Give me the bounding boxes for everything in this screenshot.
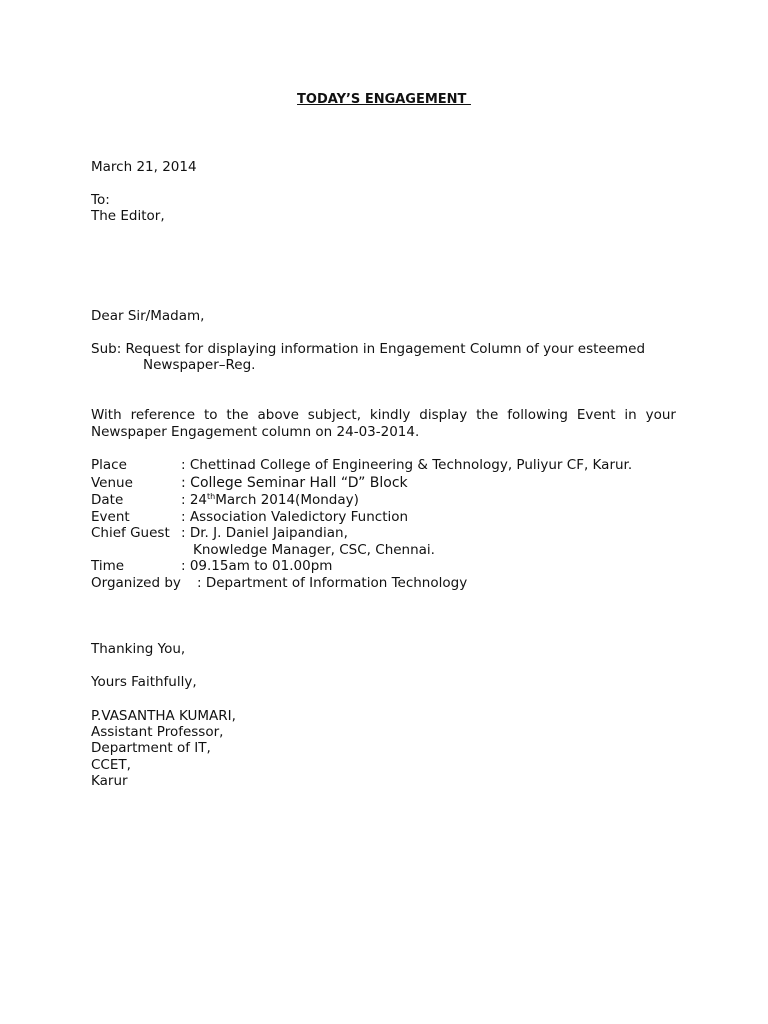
recipient-to: To: [91, 192, 110, 208]
letter-date: March 21, 2014 [91, 159, 197, 175]
body-line-2: Newspaper Engagement column on 24-03-2014. [91, 424, 420, 440]
event-label: Event [91, 509, 130, 525]
signatory-department: Department of IT, [91, 740, 211, 756]
salutation: Dear Sir/Madam, [91, 308, 205, 324]
body-line-1: With reference to the above subject, kindly display the following Event in your [91, 407, 676, 423]
closing-faithfully: Yours Faithfully, [91, 674, 197, 690]
chief-guest-label: Chief Guest [91, 525, 170, 541]
closing-thanks: Thanking You, [91, 641, 186, 657]
signatory-name: P.VASANTHA KUMARI, [91, 708, 236, 724]
event-value: : Association Valedictory Function [181, 509, 409, 525]
place-label: Place [91, 457, 127, 473]
recipient-editor: The Editor, [91, 208, 165, 224]
date-value-superscript: th [207, 492, 216, 501]
signatory-institution: CCET, [91, 757, 131, 773]
subject-line-1: Sub: Request for displaying information in Engagement Column of your esteemed [91, 341, 646, 357]
signatory-city: Karur [91, 773, 128, 789]
date-value [181, 492, 359, 508]
chief-guest-value: : Dr. J. Daniel Jaipandian, [181, 525, 348, 541]
place-value: : Chettinad College of Engineering & Technology, Puliyur CF, Karur. [181, 457, 633, 473]
venue-value: : College Seminar Hall “D” Block [181, 475, 408, 491]
time-value: : 09.15am to 01.00pm [181, 558, 333, 574]
date-label: Date [91, 492, 124, 508]
chief-guest-designation: Knowledge Manager, CSC, Chennai. [193, 542, 435, 558]
date-value-prefix: : 24 [181, 492, 208, 508]
date-value-suffix: March 2014(Monday) [215, 492, 359, 508]
organized-by-value: : Department of Information Technology [197, 575, 468, 591]
subject-line-2: Newspaper–Reg. [143, 357, 256, 373]
venue-label: Venue [91, 475, 133, 491]
time-label: Time [91, 558, 125, 574]
page-title: TODAY’S ENGAGEMENT [297, 92, 471, 107]
organized-by-label: Organized by [91, 575, 181, 591]
signatory-designation: Assistant Professor, [91, 724, 224, 740]
